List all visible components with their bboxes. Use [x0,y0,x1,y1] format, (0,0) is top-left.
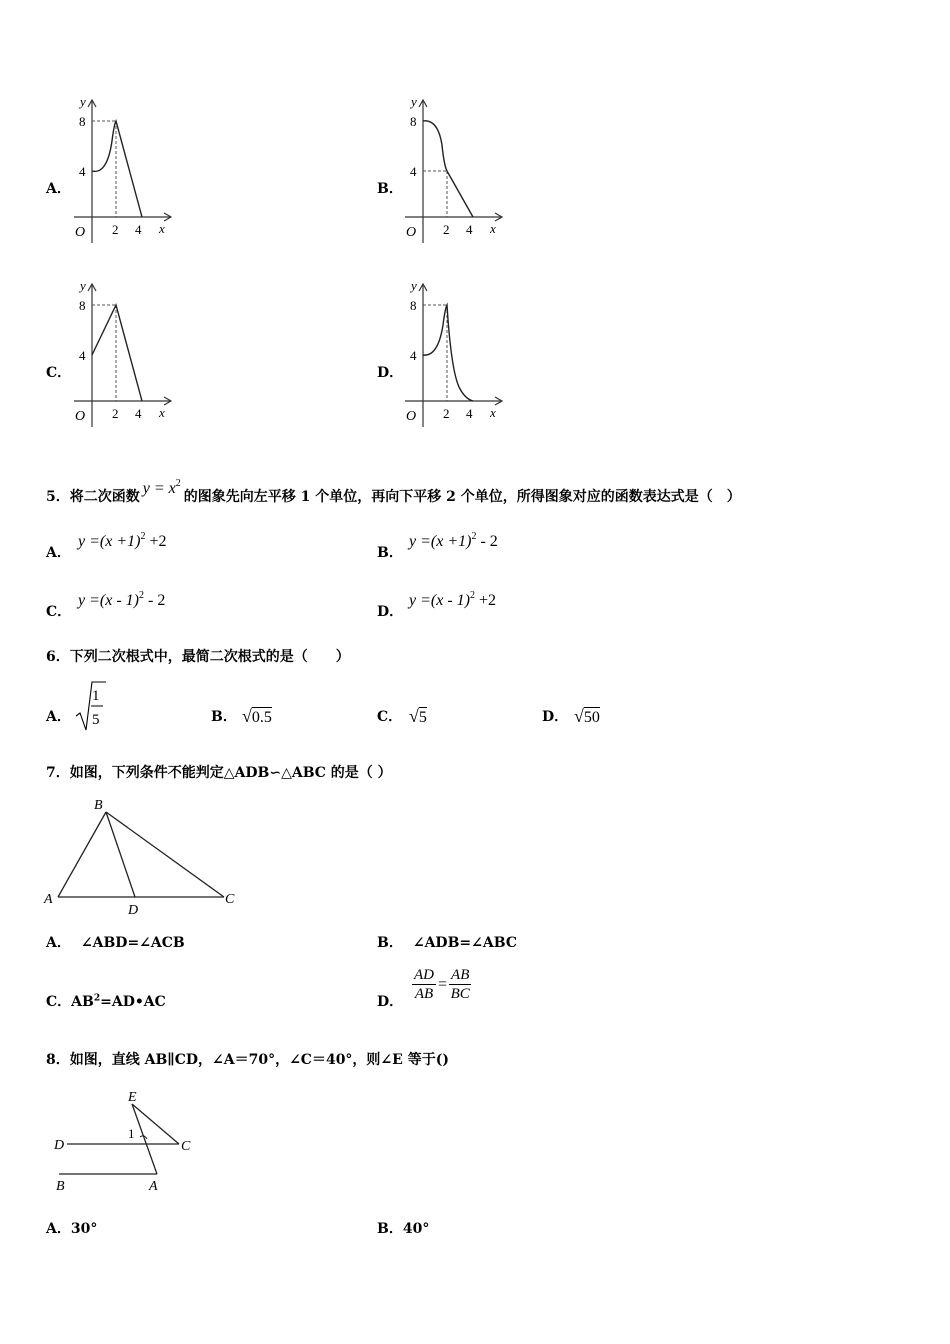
point-b-label: B [56,1179,65,1194]
q5-option-d-expr: y =(x - 1)$^2$ +2 [409,590,497,609]
svg-text:2: 2 [112,406,119,421]
axis-y-label: y [80,95,86,109]
point-c-label: C [181,1139,191,1154]
svg-text:4: 4 [410,348,417,363]
point-c-label: C [225,892,235,907]
q6-option-b-label: B． [211,709,237,725]
tick-4: 4 [135,222,142,237]
q8-option-b: B．40° [377,1221,430,1237]
q5-stem: 5．将二次函数 $y = x^2$的图象先向左平移 1 个单位，再向下平移 2 个单位，所得图象对应的函数表达式是（ ） [46,478,741,505]
graph-c [62,279,174,431]
graph-b [393,95,505,247]
q8-parallel-lines-figure [48,1085,198,1197]
q6-stem: 6．下列二次根式中，最简二次根式的是（ ） [46,649,350,665]
graph-option-d-label: D． [377,365,404,381]
svg-text:8: 8 [410,114,417,129]
point-a-label: A [44,892,53,907]
svg-text:4: 4 [466,406,473,421]
ytick-4: 4 [79,164,86,179]
graph-option-a-label: A． [46,181,71,197]
svg-text:O: O [406,225,417,240]
q5-option-c-label: C． [46,604,72,620]
svg-text:y: y [80,279,86,293]
side-ab [58,812,106,897]
q6-option-c-label: C． [377,709,403,725]
svg-text:x: x [159,405,165,420]
svg-text:4: 4 [135,406,142,421]
graph-d [393,279,505,431]
q7-option-d-label: D． [377,994,404,1010]
q7-option-b: B． ∠ADB=∠ABC [377,935,517,951]
q5-option-c-expr: y =(x - 1)$^2$ - 2 [78,590,166,609]
q5-option-b-label: B． [377,545,403,561]
graph-a [62,95,174,247]
q7-triangle-figure [42,793,247,918]
svg-text:4: 4 [79,348,86,363]
svg-text:x: x [490,221,496,236]
q5-option-d-label: D． [377,604,404,620]
svg-text:4: 4 [410,164,417,179]
point-a-label: A [149,1179,158,1194]
axis-x-label: x [159,221,165,236]
svg-text:5: 5 [92,712,100,728]
ytick-8: 8 [79,114,86,129]
point-d-label: D [128,903,139,918]
graph-a-curve [92,121,142,217]
q6-option-d-label: D． [542,709,569,725]
q6-option-a-label: A． [46,709,71,725]
graph-a-axes [74,100,171,243]
svg-text:2: 2 [443,406,450,421]
svg-text:x: x [490,405,496,420]
q6-option-c-radical: √5 [409,706,427,726]
q7-option-a: A． ∠ABD=∠ACB [46,935,185,951]
q5-option-a-label: A． [46,545,71,561]
q5-option-b-expr: $y =(x +1)^2 - 2$ [409,531,498,550]
q6-option-b-radical: √0.5 [242,706,272,726]
side-bc [106,812,224,897]
graph-d-curve [423,305,473,401]
graph-option-c-label: C． [46,365,72,381]
graph-option-b-label: B． [377,181,403,197]
q6-option-a-radical [74,680,108,732]
point-e-label: E [128,1090,137,1105]
origin-label: O [75,225,86,240]
q8-stem: 8．如图，直线 AB∥CD，∠A＝70°，∠C＝40°，则∠E 等于() [46,1052,449,1068]
segment-bd [106,812,135,897]
q7-stem: 7．如图，下列条件不能判定△ADB∽△ABC 的是（ ） [46,765,392,781]
q5-option-a-expr: $y =(x +1)^2 +2$ [78,531,167,550]
svg-text:y: y [411,95,417,109]
point-d-label: D [54,1138,65,1153]
svg-text:8: 8 [410,298,417,313]
svg-text:y: y [411,279,417,293]
q7-option-c: C．$AB^2=AD•AC$ [46,993,166,1010]
q6-option-d-radical: √50 [574,706,600,726]
svg-text:4: 4 [466,222,473,237]
q7-option-d-proportion: $\frac{AD}{AB}$ = $\frac{AB}{BC}$ [414,967,470,1002]
tick-2: 2 [112,222,119,237]
svg-text:1: 1 [92,688,100,704]
graph-c-curve [92,305,142,401]
q8-option-a: A．30° [46,1221,98,1237]
point-b-label: B [94,798,103,813]
svg-text:8: 8 [79,298,86,313]
svg-text:O: O [406,409,417,424]
svg-text:2: 2 [443,222,450,237]
graph-b-curve [423,121,473,217]
svg-text:O: O [75,409,86,424]
angle-1-label: 1 [128,1126,135,1141]
